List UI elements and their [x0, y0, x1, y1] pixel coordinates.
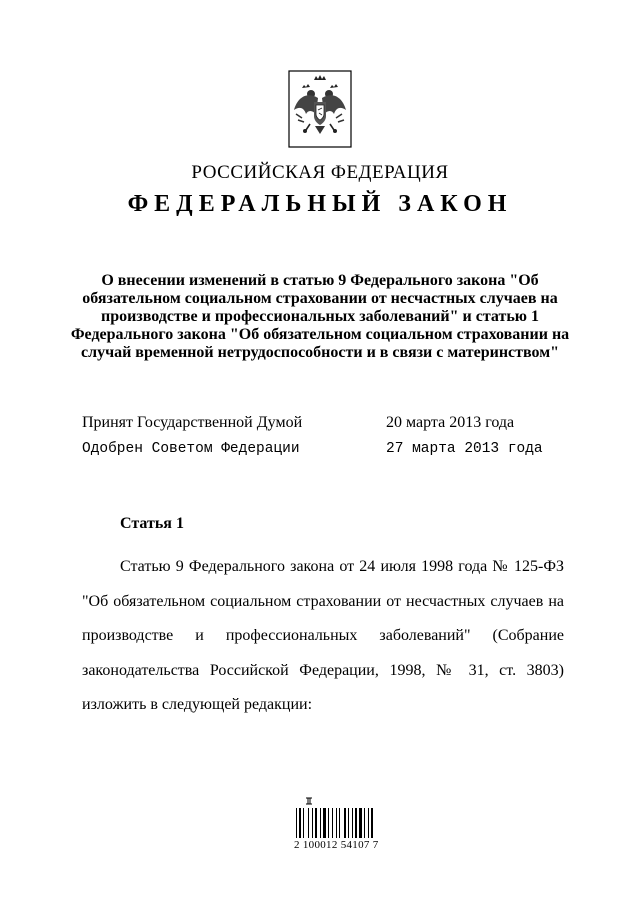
russian-coat-of-arms-icon — [288, 70, 352, 148]
barcode-number: 2 100012 54107 7 — [294, 839, 379, 851]
adoption-council-row — [82, 441, 562, 457]
law-title: О внесении изменений в статью 9 Федерального закона "Об обязательном социальном страховании от несчастных случаев на производстве и профессиональных заболеваний" и статью 1 Федерального закона "Об обязательном социальном страховании на случай временной нетрудоспособности и в связи с материнством" — [70, 272, 570, 361]
article-heading: Статья 1 — [120, 515, 184, 532]
country-heading: РОССИЙСКАЯ ФЕДЕРАЦИЯ — [191, 162, 449, 183]
adoption-duma-date: 20 марта 2013 года — [386, 414, 515, 431]
adoption-council-date: 27 марта 2013 года — [386, 441, 543, 457]
adoption-council-label: Одобрен Советом Федерации — [82, 441, 300, 457]
adoption-duma-label: Принят Государственной Думой — [82, 414, 303, 431]
article-text: Статью 9 Федерального закона от 24 июля 1998 года № 125-ФЗ "Об обязательном социальном страховании от несчастных случаев на производстве и профессиональных заболеваний" (Собрание законодательства Российской Федерации, 1998, № 31, ст. 3803) изложить в следующей редакции: — [82, 558, 564, 713]
law-type-heading: ФЕДЕРАЛЬНЫЙ ЗАКОН — [127, 191, 513, 217]
adoption-duma-row — [82, 414, 562, 432]
